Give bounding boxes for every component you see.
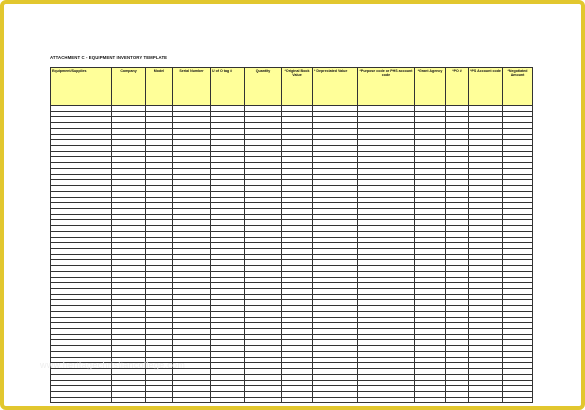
column-header-tag-number: U of O tag # [211,68,245,106]
table-cell [469,397,503,403]
column-header-grant-agency: *Grant Agency [415,68,446,106]
table-cell [358,397,415,403]
watermark-text: www.heritagechristiancollege.com [40,360,186,370]
column-header-equipment-supplies: Equipment/Supplies [51,68,112,106]
table-header-row [51,68,533,106]
column-header-model: Model [146,68,173,106]
table-cell [211,397,245,403]
document-title: ATTACHMENT C - EQUIPMENT INVENTORY TEMPLATE [50,55,168,60]
table-cell [173,397,211,403]
table-body [51,106,533,403]
table-cell [282,397,313,403]
table-cell [313,397,358,403]
column-header-po-number: *PO # [446,68,469,106]
column-header-negotiated-amount: *Negotiated Amount [503,68,533,106]
table-row [51,397,533,403]
column-header-serial-number: Serial Number [173,68,211,106]
table-cell [245,397,282,403]
column-header-original-book-value: *Original Book Value [282,68,313,106]
column-header-depreciated-value: * Depreciated Value [313,68,358,106]
table-cell [446,397,469,403]
column-header-purpose-code: *Purpose code or PHS account code [358,68,415,106]
table-cell [146,397,173,403]
table-cell [503,397,533,403]
table-cell [415,397,446,403]
column-header-company: Company [112,68,146,106]
column-header-quantity: Quantity [245,68,282,106]
column-header-ps-account-code: *PS Account code [469,68,503,106]
table-cell [112,397,146,403]
equipment-inventory-table [50,67,533,403]
table-cell [51,397,112,403]
